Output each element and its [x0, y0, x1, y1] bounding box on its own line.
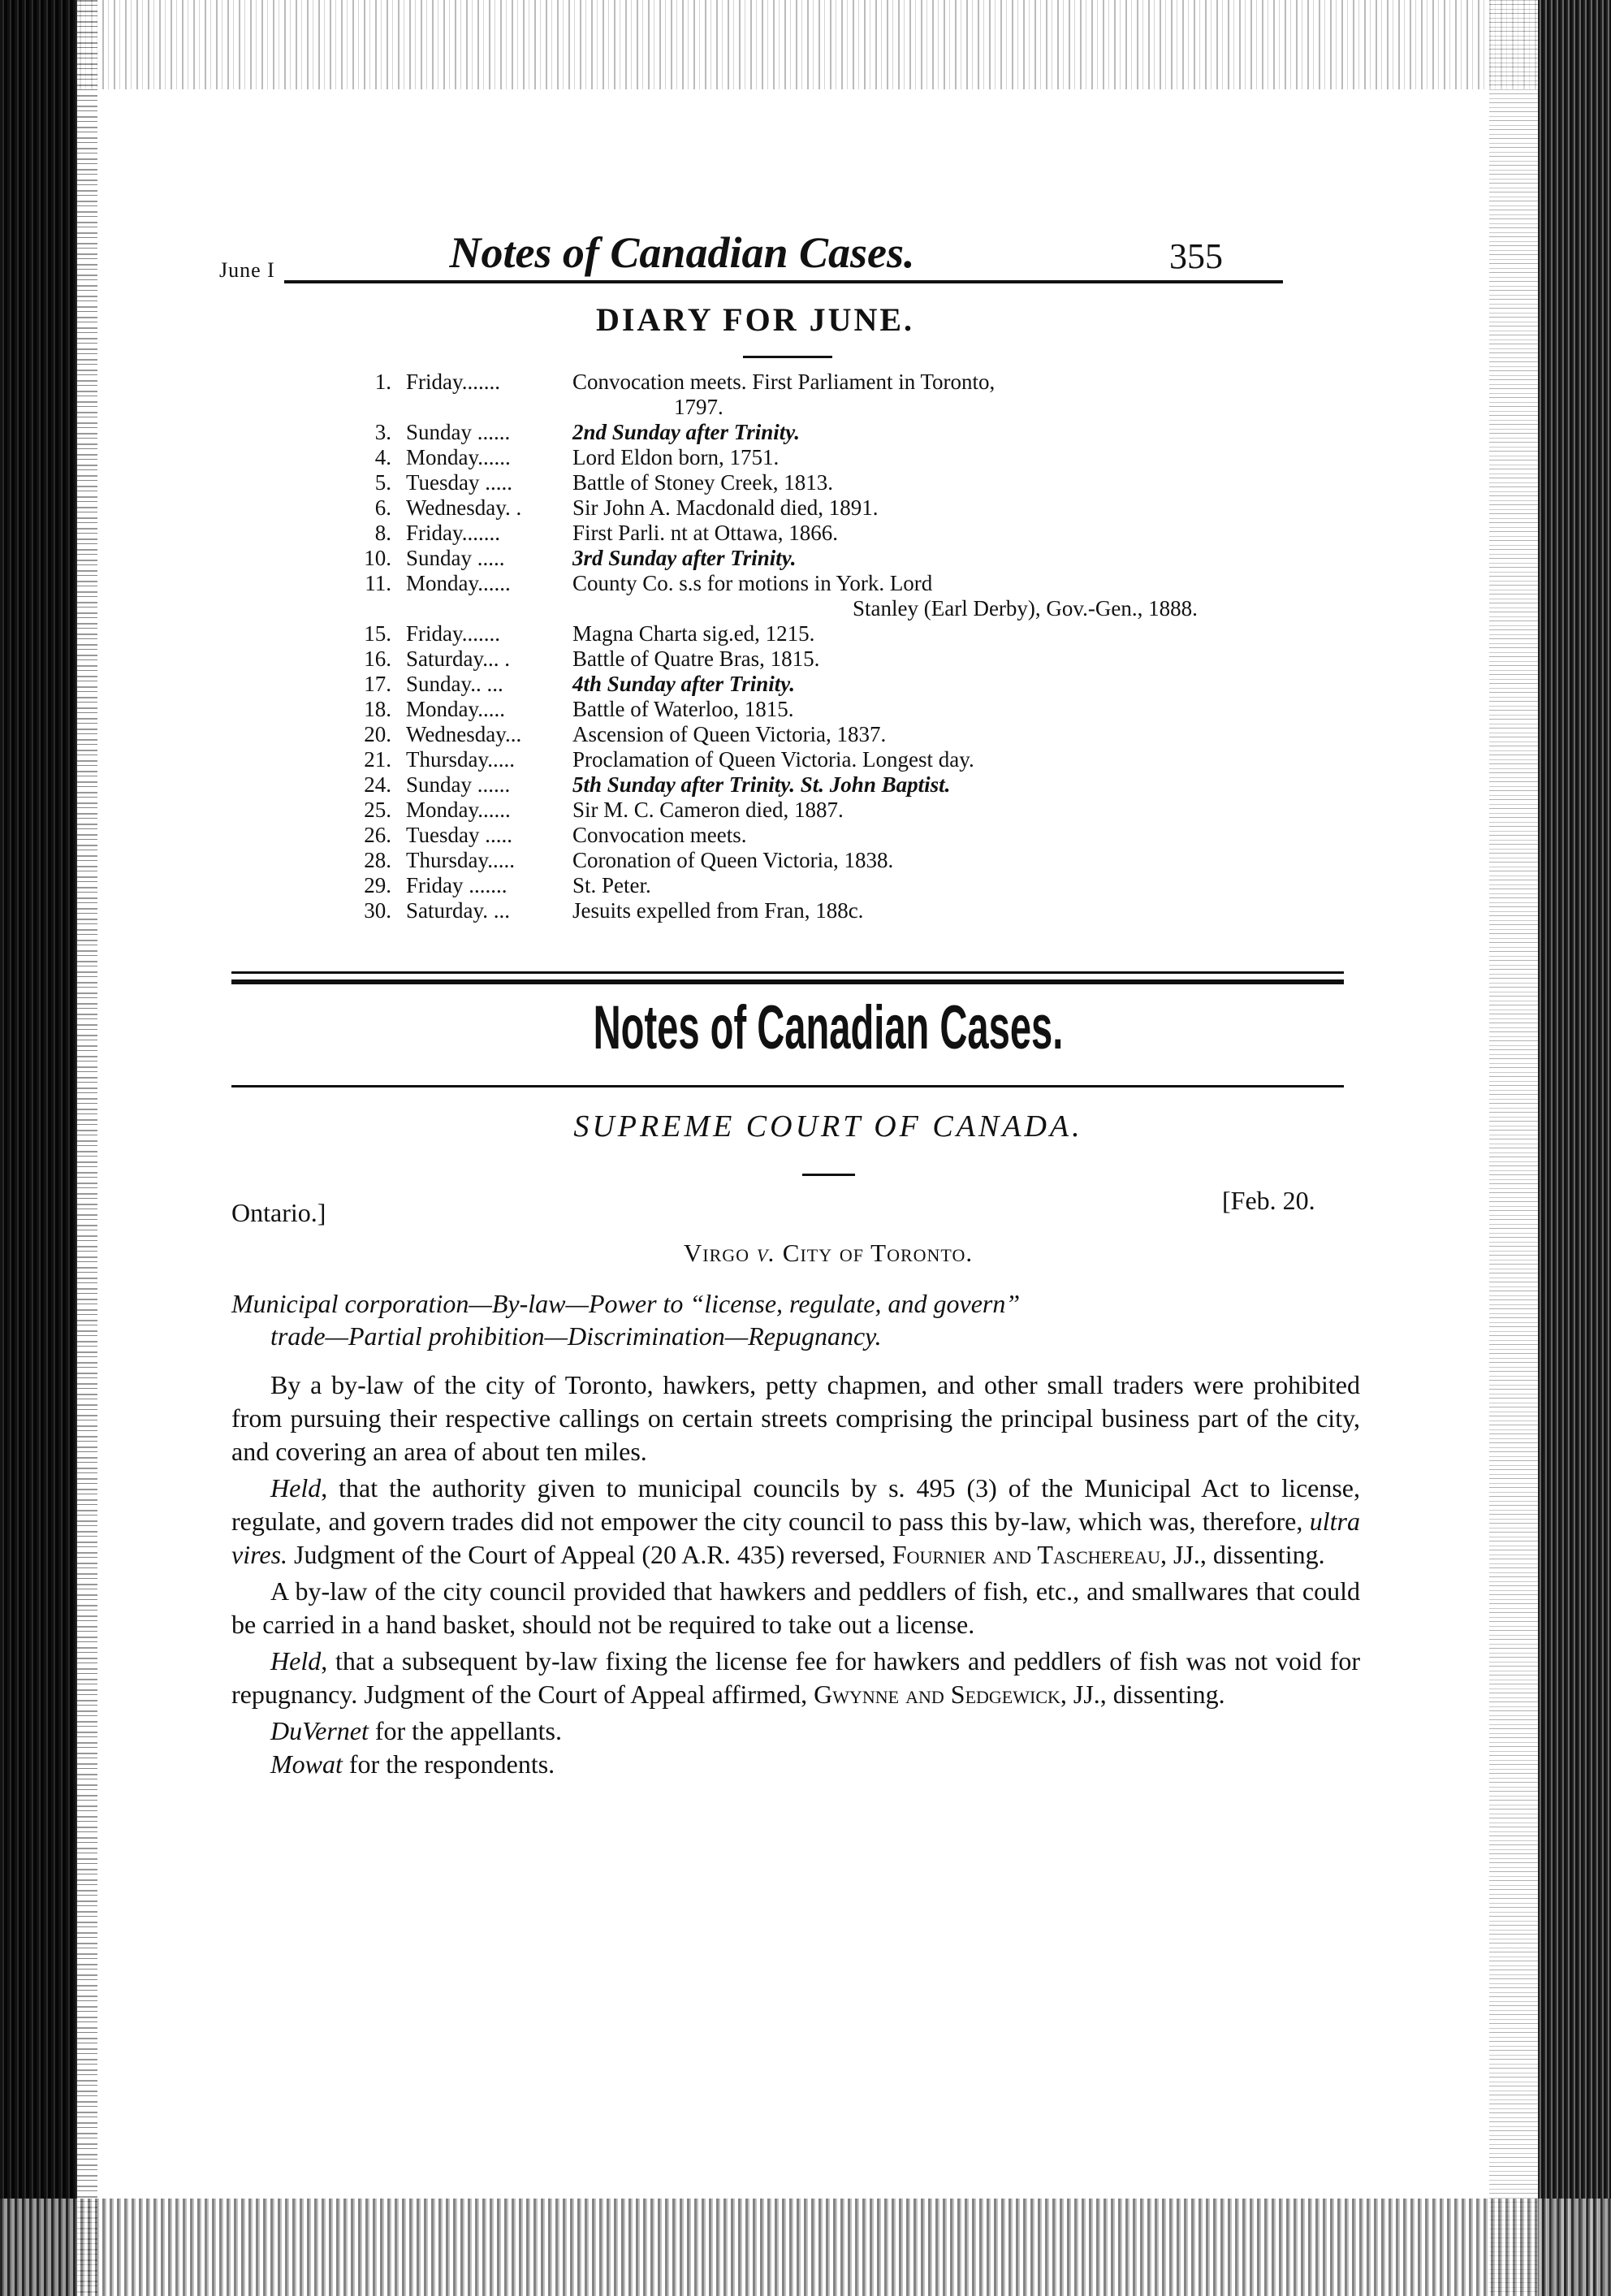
- diary-event: Coronation of Queen Victoria, 1838.: [572, 848, 894, 872]
- diary-date-number: 5.: [374, 470, 391, 495]
- counsel-respondents-name: Mowat: [270, 1749, 343, 1779]
- case-party-respondent: City of Toronto.: [782, 1239, 974, 1267]
- diary-date-number: 4.: [374, 445, 391, 469]
- diary-event: Jesuits expelled from Fran, 188c.: [572, 898, 864, 923]
- paragraph-2-text-b: Judgment of the Court of Appeal (20 A.R. 435) reversed,: [287, 1540, 892, 1569]
- diary-entry: [333, 621, 1267, 646]
- diary-event: First Parli. nt at Ottawa, 1866.: [572, 521, 838, 545]
- diary-event: St. Peter.: [572, 873, 651, 897]
- paragraph-2-text-a: , that the authority given to municipal councils by s. 495 (3) of the Municipal Act to license, regulate, and govern trades did not empower the city council to pass this by-law, which was, therefore,: [231, 1473, 1360, 1536]
- diary-date-number: 10.: [364, 546, 391, 570]
- diary-entry: [333, 646, 1267, 672]
- diary-date-number: 28.: [364, 848, 391, 872]
- diary-list: [333, 370, 1267, 923]
- header-rule: [284, 280, 1283, 283]
- diary-event: 3rd Sunday after Trinity.: [572, 546, 797, 570]
- diary-weekday: Friday.......: [406, 370, 500, 394]
- diary-entry: [333, 772, 1267, 798]
- counsel-appellants: [231, 1714, 1360, 1748]
- case-body: [231, 1369, 1360, 1781]
- diary-weekday: Monday......: [406, 798, 511, 822]
- diary-event: Sir M. C. Cameron died, 1887.: [572, 798, 844, 822]
- case-party-appellant: Virgo: [683, 1239, 750, 1267]
- diary-date-number: 24.: [364, 772, 391, 797]
- catchwords-line-2: trade—Partial prohibition—Discrimination—Repugnancy.: [270, 1321, 882, 1351]
- paragraph-4: [231, 1645, 1360, 1711]
- counsel-appellants-name: DuVernet: [270, 1716, 369, 1745]
- diary-date-number: 18.: [364, 697, 391, 721]
- held-label: Held: [270, 1646, 322, 1676]
- dissenting-judges-2: Gwynne and Sedgewick: [814, 1680, 1060, 1709]
- running-date: June I: [219, 258, 275, 282]
- diary-event: Proclamation of Queen Victoria. Longest day.: [572, 747, 974, 772]
- diary-entry: [333, 395, 1267, 420]
- diary-entry: [333, 697, 1267, 722]
- held-label: Held: [270, 1473, 322, 1503]
- diary-weekday: Wednesday...: [406, 722, 522, 746]
- diary-entry: [333, 747, 1267, 772]
- case-versus: v.: [756, 1239, 776, 1267]
- paragraph-4-text-a: , that a subsequent by-law fixing the license fee for hawkers and peddlers of fish was not void for repugnancy. Judgment of the Court of Appeal affirmed,: [231, 1646, 1360, 1709]
- dissenting-judges-1: Fournier and Taschereau: [892, 1540, 1160, 1569]
- diary-date-number: 20.: [364, 722, 391, 746]
- diary-entry: [333, 546, 1267, 571]
- diary-date-number: 16.: [364, 646, 391, 671]
- diary-date-number: 26.: [364, 823, 391, 847]
- diary-date-number: 17.: [364, 672, 391, 696]
- scan-border-right: [1538, 0, 1611, 2296]
- diary-weekday: Sunday ......: [406, 772, 511, 797]
- diary-event-continued: 1797.: [674, 395, 723, 419]
- section-rule-thin: [231, 971, 1344, 974]
- diary-entry: [333, 445, 1267, 470]
- diary-entry: [333, 420, 1267, 445]
- diary-entry: [333, 722, 1267, 747]
- diary-entry: [333, 370, 1267, 395]
- scan-border-left: [0, 0, 77, 2296]
- diary-weekday: Tuesday .....: [406, 470, 513, 495]
- page-number: 355: [1169, 236, 1223, 276]
- diary-rule: [743, 356, 832, 358]
- diary-event: Convocation meets. First Parliament in Toronto,: [572, 370, 996, 394]
- diary-event: Ascension of Queen Victoria, 1837.: [572, 722, 887, 746]
- diary-event: County Co. s.s for motions in York. Lord: [572, 571, 933, 595]
- diary-event: Lord Eldon born, 1751.: [572, 445, 780, 469]
- diary-weekday: Wednesday. .: [406, 495, 522, 520]
- diary-date-number: 29.: [364, 873, 391, 897]
- case-date: [Feb. 20.: [1222, 1186, 1315, 1215]
- court-rule: [802, 1174, 855, 1176]
- diary-event-continued: Stanley (Earl Derby), Gov.-Gen., 1888.: [853, 596, 1198, 620]
- diary-event: Battle of Quatre Bras, 1815.: [572, 646, 820, 671]
- diary-event: Magna Charta sig.ed, 1215.: [572, 621, 815, 646]
- diary-weekday: Saturday. ...: [406, 898, 510, 923]
- jurisdiction: Ontario.]: [231, 1198, 326, 1227]
- diary-date-number: 25.: [364, 798, 391, 822]
- diary-weekday: Monday......: [406, 445, 511, 469]
- diary-weekday: Thursday.....: [406, 848, 515, 872]
- diary-weekday: Sunday ......: [406, 420, 511, 444]
- diary-event: Battle of Stoney Creek, 1813.: [572, 470, 833, 495]
- diary-weekday: Monday......: [406, 571, 511, 595]
- diary-event: 2nd Sunday after Trinity.: [572, 420, 801, 444]
- diary-weekday: Friday.......: [406, 521, 500, 545]
- paragraph-2: [231, 1472, 1360, 1572]
- paragraph-2-text-c: , JJ., dissenting.: [1160, 1540, 1325, 1569]
- diary-entry: [333, 672, 1267, 697]
- diary-date-number: 6.: [374, 495, 391, 520]
- diary-entry: [333, 898, 1267, 923]
- ultra-vires: ultra vires.: [231, 1507, 1360, 1569]
- diary-entry: [333, 798, 1267, 823]
- catchwords: [231, 1287, 1360, 1352]
- diary-event: Battle of Waterloo, 1815.: [572, 697, 794, 721]
- diary-heading: DIARY FOR JUNE.: [595, 301, 915, 338]
- diary-entry: [333, 470, 1267, 495]
- diary-weekday: Sunday.. ...: [406, 672, 503, 696]
- section-rule-thick: [231, 979, 1344, 984]
- diary-event: Sir John A. Macdonald died, 1891.: [572, 495, 879, 520]
- diary-weekday: Tuesday .....: [406, 823, 513, 847]
- paragraph-4-text-b: , JJ., dissenting.: [1060, 1680, 1225, 1709]
- diary-date-number: 15.: [364, 621, 391, 646]
- section-title-rule: [231, 1085, 1344, 1087]
- diary-entry: [333, 596, 1267, 621]
- diary-date-number: 30.: [364, 898, 391, 923]
- diary-weekday: Friday.......: [406, 621, 500, 646]
- running-title: Notes of Canadian Cases.: [449, 228, 915, 277]
- diary-event: 4th Sunday after Trinity.: [572, 672, 796, 696]
- diary-event: 5th Sunday after Trinity. St. John Baptist.: [572, 772, 951, 797]
- diary-weekday: Friday .......: [406, 873, 507, 897]
- diary-date-number: 11.: [365, 571, 391, 595]
- paragraph-1: By a by-law of the city of Toronto, hawkers, petty chapmen, and other small traders were prohibited from pursuing their respective callings on certain streets comprising the principal business part of the city, and covering an area of about ten miles.: [231, 1370, 1360, 1466]
- diary-date-number: 1.: [374, 370, 391, 394]
- scan-noise-left: [77, 0, 97, 2296]
- court-heading: SUPREME COURT OF CANADA.: [573, 1109, 1083, 1144]
- paragraph-3: A by-law of the city council provided that hawkers and peddlers of fish, etc., and smallwares that could be carried in a hand basket, should not be required to take out a license.: [231, 1576, 1360, 1639]
- diary-entry: [333, 571, 1267, 596]
- diary-entry: [333, 823, 1267, 848]
- diary-weekday: Thursday.....: [406, 747, 515, 772]
- diary-entry: [333, 521, 1267, 546]
- diary-weekday: Saturday... .: [406, 646, 510, 671]
- catchwords-line-1: Municipal corporation—By-law—Power to “license, regulate, and govern”: [231, 1289, 1021, 1318]
- document-page: [97, 0, 1514, 2296]
- diary-entry: [333, 848, 1267, 873]
- case-name: [422, 1239, 1234, 1268]
- diary-event: Convocation meets.: [572, 823, 747, 847]
- counsel-respondents: [231, 1748, 1360, 1781]
- diary-date-number: 3.: [374, 420, 391, 444]
- counsel-appellants-role: for the appellants.: [368, 1716, 562, 1745]
- counsel-respondents-role: for the respondents.: [342, 1749, 555, 1779]
- section-title: Notes of Canadian Cases.: [593, 993, 1064, 1062]
- diary-entry: [333, 873, 1267, 898]
- diary-date-number: 21.: [364, 747, 391, 772]
- diary-entry: [333, 495, 1267, 521]
- diary-weekday: Sunday .....: [406, 546, 505, 570]
- diary-date-number: 8.: [374, 521, 391, 545]
- diary-weekday: Monday.....: [406, 697, 505, 721]
